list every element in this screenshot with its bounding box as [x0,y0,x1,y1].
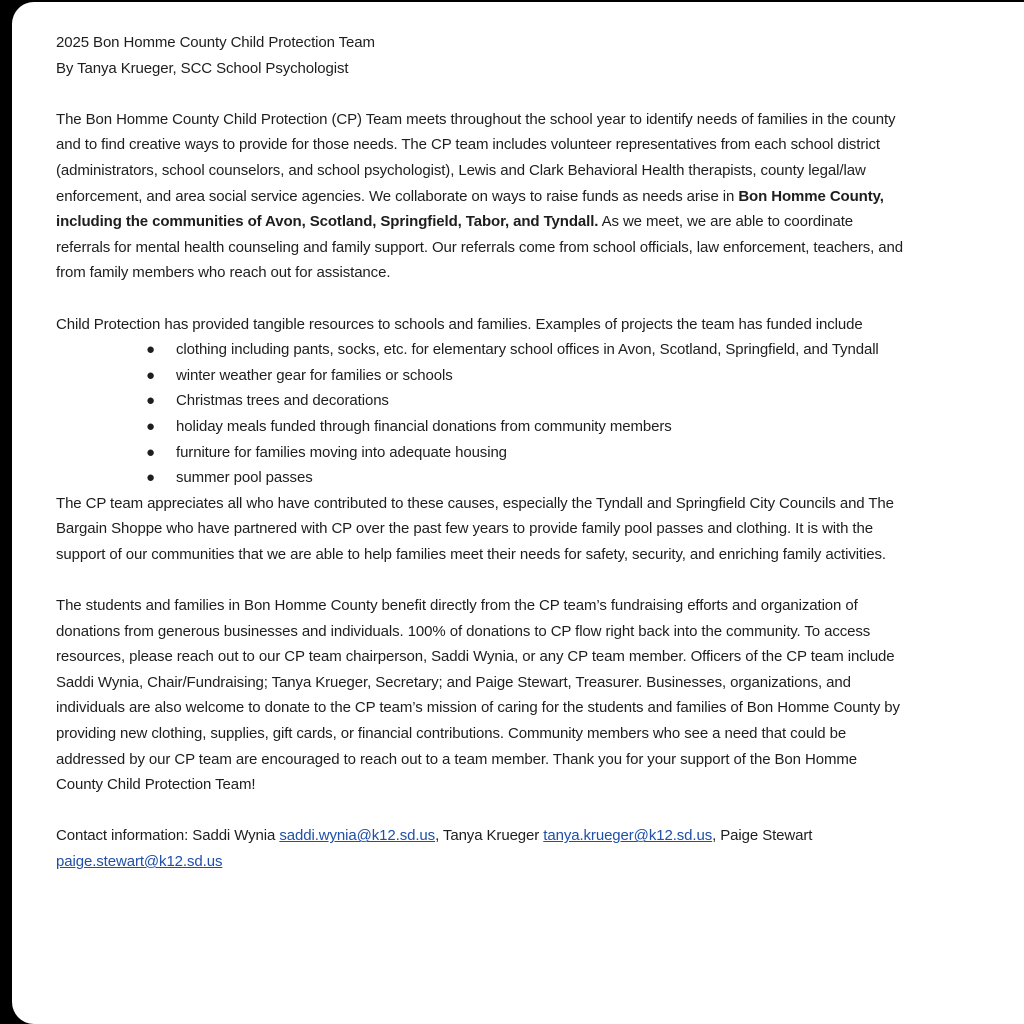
email-link-tanya[interactable]: tanya.krueger@k12.sd.us [543,827,713,845]
projects-list [56,337,906,491]
benefits-paragraph: The students and families in Bon Homme County benefit directly from the CP team’s fundraising efforts and organization of donations from generous businesses and individuals. 100% of donations to CP flow right back into the community. To access resources, please reach out to our CP team chairperson, Saddi Wynia, or any CP team member. Officers of the CP team include Saddi Wynia, Chair/Fundraising; Tanya Krueger, Secretary; and Paige Stewart, Treasurer. Businesses, organizations, and individuals are also welcome to donate to the CP team’s mission of caring for the students and families of Bon Homme County by providing new clothing, supplies, gift cards, or financial contributions. Community members who see a need that could be addressed by our CP team are encouraged to reach out to a team member. Thank you for your support of the Bon Homme County Child Protection Team! [56,597,900,794]
list-item-text: winter weather gear for families or schools [176,366,453,384]
intro-text: The Bon Homme County Child Protection (CP) Team meets throughout the school year to identify needs of families in the county and to find creative ways to provide for those needs. The CP team includes volunteer representatives from each school district (administrators, school counselors, and school psychologist), Lewis and Clark Behavioral Health therapists, county legal/law enforcement, and area social service agencies. We collaborate on ways to raise funds as needs arise in [56,110,896,205]
email-link-saddi[interactable]: saddi.wynia@k12.sd.us [279,827,436,845]
bullet-icon: ● [146,392,155,410]
contact-label: Contact information: Saddi Wynia [56,827,280,845]
appreciation-paragraph: The CP team appreciates all who have contributed to these causes, especially the Tyndall and Springfield City Councils and The Bargain Shoppe who have partnered with CP over the past few years to provide family pool passes and clothing. It is with the support of our communities that we are able to help families meet their needs for safety, security, and enriching family activities. [56,494,894,563]
list-item [146,465,906,491]
bullet-icon: ● [146,341,155,359]
document-body [56,30,906,875]
bullet-icon: ● [146,417,155,435]
intro-paragraph [56,107,906,286]
contact-separator: , Paige Stewart [712,827,813,845]
list-item [146,440,906,466]
bullet-icon: ● [146,469,155,487]
contact-paragraph [56,823,906,874]
communities-bold-text: Bon Homme County, including the communities of Avon, Scotland, Springfield, Tabor, and Tyndall. [56,187,884,231]
spacer [56,81,906,107]
spacer [56,567,906,593]
intro-tail-text: As we meet, we are able to coordinate referrals for mental health counseling and family support. Our referrals come from school officials, law enforcement, teachers, and from family members who reach out for assistance. [56,213,904,282]
list-item [146,337,906,363]
list-item-text: holiday meals funded through financial donations from community members [176,417,672,435]
byline: By Tanya Krueger, SCC School Psychologist [56,59,349,77]
list-item-text: furniture for families moving into adequate housing [176,443,507,461]
list-item [146,363,906,389]
bullet-icon: ● [146,443,155,461]
spacer [56,286,906,312]
email-link-paige[interactable]: paige.stewart@k12.sd.us [56,853,223,870]
document-page [12,2,1024,1024]
spacer [56,798,906,824]
list-item-text: summer pool passes [176,469,313,487]
list-item [146,414,906,440]
list-item-text: clothing including pants, socks, etc. for elementary school offices in Avon, Scotland, Springfield, and Tyndall [176,341,879,359]
projects-intro: Child Protection has provided tangible resources to schools and families. Examples of projects the team has funded include [56,315,863,333]
document-title: 2025 Bon Homme County Child Protection Team [56,34,375,51]
contact-separator: , Tanya Krueger [435,827,544,845]
bullet-icon: ● [146,366,155,384]
list-item [146,388,906,414]
list-item-text: Christmas trees and decorations [176,392,389,410]
